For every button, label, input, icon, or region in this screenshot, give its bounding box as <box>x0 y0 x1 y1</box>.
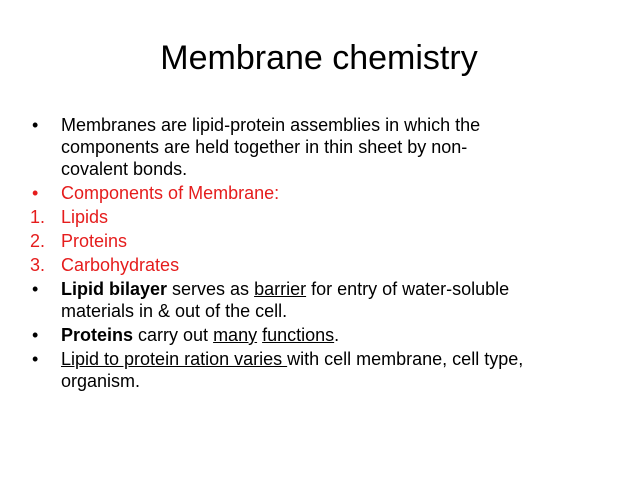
bold-term: Proteins <box>61 325 134 345</box>
bullet-item-membranes <box>30 114 630 180</box>
text-run: serves as <box>167 279 255 299</box>
text-line <box>61 324 630 346</box>
text-line: covalent bonds. <box>61 159 188 179</box>
bullet-marker: • <box>32 115 39 135</box>
underlined-term: many <box>213 325 258 345</box>
numbered-item-proteins <box>30 230 630 252</box>
numbered-item-lipids <box>30 206 630 228</box>
slide-title: Membrane chemistry <box>160 39 478 77</box>
bullet-marker: • <box>32 349 39 369</box>
text-line: organism. <box>61 371 141 391</box>
text-run: for entry of water-soluble <box>306 279 510 299</box>
underlined-term: functions <box>262 325 335 345</box>
number-marker: 2. <box>30 231 46 251</box>
bullet-marker: • <box>32 183 39 203</box>
bullet-item-lipid-protein-ratio <box>30 348 630 392</box>
text-run: carry out <box>133 325 214 345</box>
text-run: . <box>334 325 340 345</box>
text-line: Membranes are lipid-protein assemblies in which the <box>61 115 481 135</box>
text-line: Proteins <box>61 231 128 251</box>
text-line: components are held together in thin sheet by non- <box>61 137 468 157</box>
text-line: Components of Membrane: <box>61 183 280 203</box>
bold-term: Lipid bilayer <box>61 279 168 299</box>
text-run: with cell membrane, cell type, <box>287 349 524 369</box>
text-line <box>61 348 630 370</box>
text-line: Carbohydrates <box>61 255 180 275</box>
underlined-term: Lipid to protein ration varies <box>61 349 288 369</box>
text-line: Lipids <box>61 207 109 227</box>
text-line: materials in & out of the cell. <box>61 301 288 321</box>
underlined-term: barrier <box>254 279 307 299</box>
bullet-marker: • <box>32 325 39 345</box>
bullet-item-components <box>30 182 630 204</box>
number-marker: 3. <box>30 255 46 275</box>
bullet-item-proteins <box>30 324 630 346</box>
text-line <box>61 278 630 300</box>
number-marker: 1. <box>30 207 46 227</box>
bullet-item-lipid-bilayer <box>30 278 630 322</box>
numbered-item-carbohydrates <box>30 254 630 276</box>
bullet-marker: • <box>32 279 39 299</box>
slide-body <box>30 114 630 392</box>
